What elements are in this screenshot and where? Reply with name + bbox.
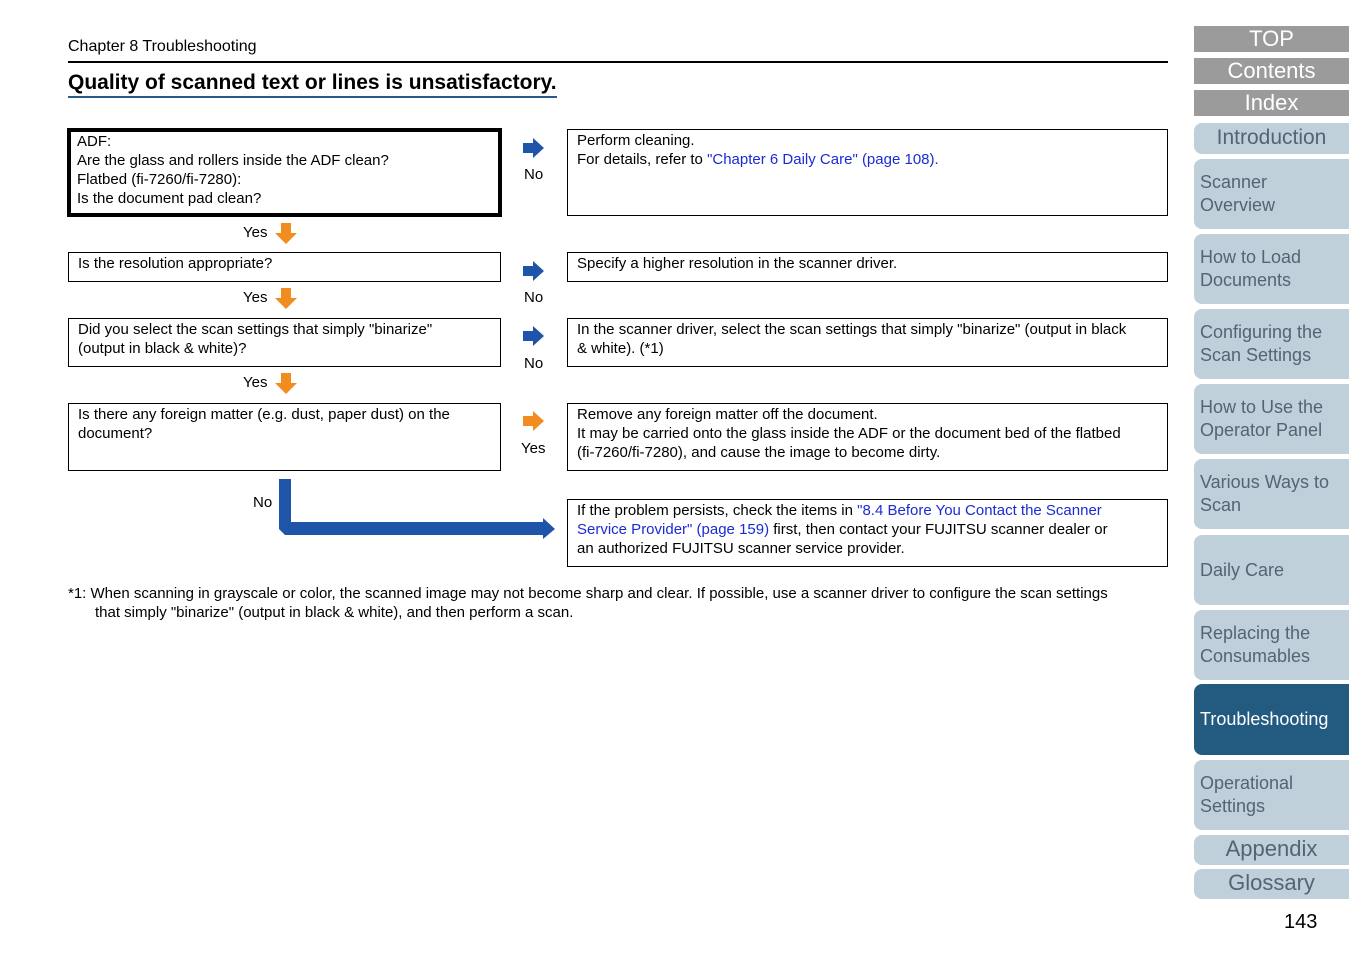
question-3-line: Did you select the scan settings that simply "binarize" xyxy=(78,321,433,338)
answer-4-line: (fi-7260/fi-7280), and cause the image to become dirty. xyxy=(577,444,941,461)
right-arrow-icon xyxy=(523,411,545,433)
nav-tab-label: Scanner xyxy=(1200,172,1268,192)
nav-consumables-tab[interactable] xyxy=(1194,610,1349,680)
branch-label-3: No xyxy=(524,355,544,372)
nav-daily-care-tab[interactable] xyxy=(1194,535,1349,605)
right-arrow-icon xyxy=(523,261,545,283)
chapter-header: Chapter 8 Troubleshooting xyxy=(68,38,257,55)
nav-scan-settings-tab[interactable] xyxy=(1194,309,1349,379)
answer-1-line xyxy=(577,150,1158,169)
answer-4-box xyxy=(567,403,1168,471)
page-title: Quality of scanned text or lines is unsatisfactory. xyxy=(68,71,557,98)
nav-index-button[interactable]: Index xyxy=(1194,90,1349,116)
nav-tab-label: Operator Panel xyxy=(1200,420,1323,440)
contact-provider-link[interactable]: Service Provider" (page 159) xyxy=(577,521,770,538)
question-1-box xyxy=(67,128,502,217)
footnote-line: that simply "binarize" (output in black & white), and then perform a scan. xyxy=(95,604,574,621)
answer-2-box xyxy=(567,252,1168,282)
nav-tab-label: Configuring the xyxy=(1200,322,1323,342)
nav-glossary-tab[interactable]: Glossary xyxy=(1194,869,1349,899)
answer-5-line xyxy=(577,520,1158,539)
nav-scanner-overview-tab[interactable] xyxy=(1194,159,1349,229)
question-4-box xyxy=(68,403,501,471)
nav-tab-label: Various Ways to xyxy=(1200,472,1330,492)
down-label-4: No xyxy=(253,494,273,511)
answer-3-line: In the scanner driver, select the scan settings that simply "binarize" (output in black xyxy=(577,321,1127,338)
answer-4-line: It may be carried onto the glass inside the ADF or the document bed of the flatbed xyxy=(577,425,1121,442)
nav-tab-label: Overview xyxy=(1200,195,1276,215)
answer-5-text: first, then contact your FUJITSU scanner dealer or xyxy=(769,521,1108,538)
answer-5-line: an authorized FUJITSU scanner service provider. xyxy=(577,540,905,557)
down-arrow-icon xyxy=(276,373,298,395)
branch-label-2: No xyxy=(524,289,544,306)
nav-tab-label: Settings xyxy=(1200,796,1266,816)
answer-2-text: Specify a higher resolution in the scanner driver. xyxy=(577,255,898,272)
question-1-line: Flatbed (fi-7260/fi-7280): xyxy=(77,171,242,188)
question-3-box xyxy=(68,318,501,367)
nav-tab-label: Documents xyxy=(1200,270,1292,290)
answer-1-text: For details, refer to xyxy=(577,151,708,168)
nav-top-button[interactable]: TOP xyxy=(1194,26,1349,52)
question-1-line: ADF: xyxy=(77,133,112,150)
elbow-arrow-icon xyxy=(278,479,558,541)
question-1-line: Is the document pad clean? xyxy=(77,190,262,207)
answer-1-line: Perform cleaning. xyxy=(577,132,695,149)
footnote-line: *1: When scanning in grayscale or color, the scanned image may not become sharp and clear. If possible, use a scanner driver to configure the scan settings xyxy=(68,585,1108,602)
answer-5-line xyxy=(577,501,1158,520)
nav-tab-label: Replacing the xyxy=(1200,623,1311,643)
nav-introduction-tab[interactable]: Introduction xyxy=(1194,123,1349,154)
answer-5-box xyxy=(567,499,1168,567)
nav-tab-label: Scan Settings xyxy=(1200,345,1312,365)
nav-tab-label: Operational xyxy=(1200,773,1294,793)
nav-appendix-tab[interactable]: Appendix xyxy=(1194,835,1349,865)
answer-1-box xyxy=(567,129,1168,216)
question-2-box xyxy=(68,252,501,282)
down-label-3: Yes xyxy=(243,374,268,391)
down-arrow-icon xyxy=(276,288,298,310)
question-1-line: Are the glass and rollers inside the ADF clean? xyxy=(77,152,389,169)
right-arrow-icon xyxy=(523,326,545,348)
question-4-line: document? xyxy=(78,425,153,442)
answer-3-box xyxy=(567,318,1168,367)
nav-tab-label: Scan xyxy=(1200,495,1242,515)
question-3-line: (output in black & white)? xyxy=(78,340,247,357)
question-2-text: Is the resolution appropriate? xyxy=(78,255,273,272)
daily-care-link[interactable]: "Chapter 6 Daily Care" (page 108). xyxy=(707,151,939,168)
branch-label-1: No xyxy=(524,166,544,183)
nav-operational-settings-tab[interactable] xyxy=(1194,760,1349,830)
nav-tab-label: How to Load xyxy=(1200,247,1302,267)
footnote xyxy=(68,584,1173,622)
answer-3-line: & white). (*1) xyxy=(577,340,664,357)
nav-operator-panel-tab[interactable] xyxy=(1194,384,1349,454)
down-label-2: Yes xyxy=(243,289,268,306)
page-number: 143 xyxy=(1284,911,1318,933)
question-4-line: Is there any foreign matter (e.g. dust, paper dust) on the xyxy=(78,406,450,423)
header-rule xyxy=(68,61,1168,63)
nav-contents-button[interactable]: Contents xyxy=(1194,58,1349,84)
answer-4-line: Remove any foreign matter off the document. xyxy=(577,406,878,423)
answer-5-text: If the problem persists, check the items in xyxy=(577,502,858,519)
nav-load-documents-tab[interactable] xyxy=(1194,234,1349,304)
nav-tab-label: Troubleshooting xyxy=(1200,709,1329,729)
nav-troubleshooting-tab[interactable] xyxy=(1194,684,1349,755)
down-label-1: Yes xyxy=(243,224,268,241)
right-arrow-icon xyxy=(523,138,545,160)
branch-label-4: Yes xyxy=(521,440,546,457)
nav-ways-to-scan-tab[interactable] xyxy=(1194,459,1349,529)
contact-provider-link[interactable]: "8.4 Before You Contact the Scanner xyxy=(857,502,1102,519)
nav-tab-label: How to Use the xyxy=(1200,397,1324,417)
down-arrow-icon xyxy=(276,223,298,245)
nav-tab-label: Consumables xyxy=(1200,646,1311,666)
nav-tab-label: Daily Care xyxy=(1200,559,1285,580)
